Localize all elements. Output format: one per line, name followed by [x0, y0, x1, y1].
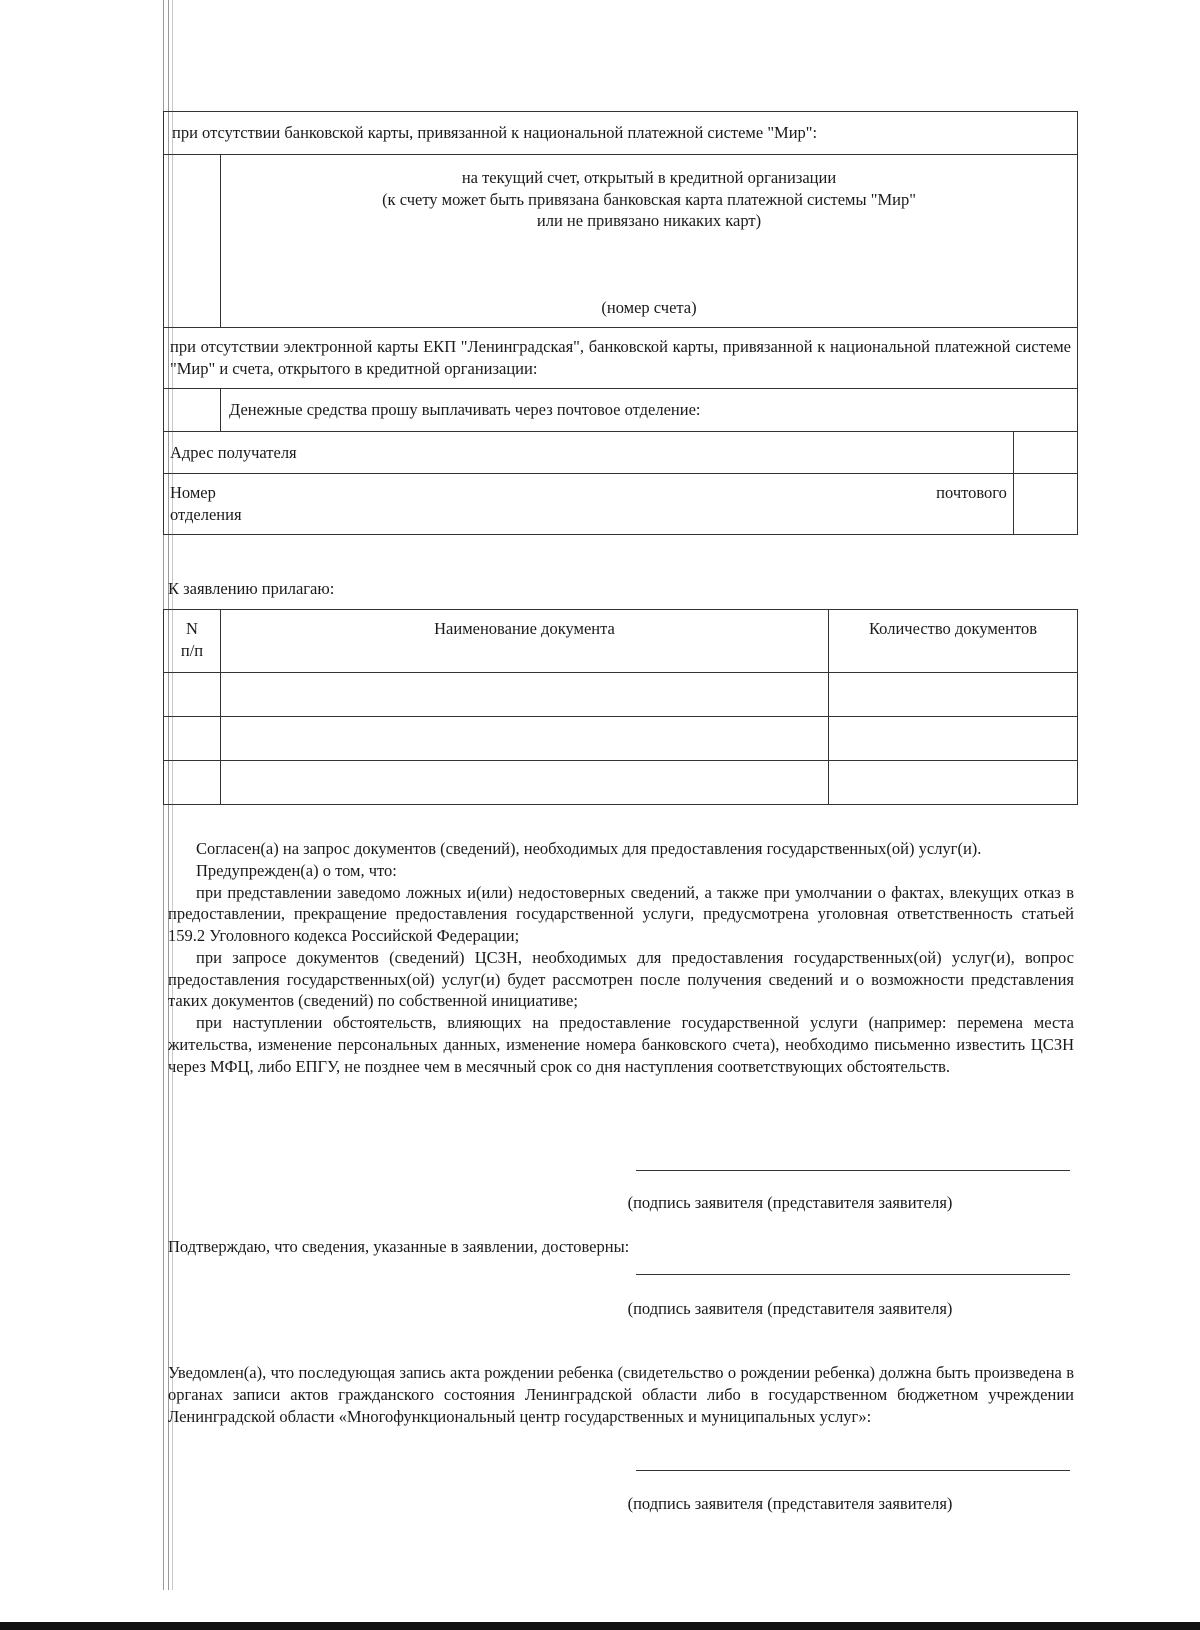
recipient-address-field[interactable]	[1013, 431, 1077, 474]
signature-line[interactable]	[636, 1170, 1070, 1171]
table-row	[164, 761, 1078, 805]
attachments-intro: К заявлению прилагаю:	[168, 579, 335, 598]
col-num-header-2: п/п	[180, 640, 204, 660]
row-count-cell[interactable]	[829, 761, 1078, 805]
col-name-header: Наименование документа	[221, 610, 829, 673]
confirm-text: Подтверждаю, что сведения, указанные в заявлении, достоверны:	[168, 1237, 630, 1256]
warning-circumstances: при наступлении обстоятельств, влияющих на предоставление государственной услуги (например: перемена места жительства, изменение персональных данных, изменение номера банковского счета), необходимо письменно известить ЦСЗН через МФЦ, либо ЕПГУ, не позднее чем в месячный срок со дня наступления соответствующих обстоятельств.	[168, 1013, 1074, 1076]
scan-edge	[0, 1622, 1200, 1630]
post-office-number-label-3: отделения	[170, 505, 242, 525]
table-row	[164, 717, 1078, 761]
row-num-cell[interactable]	[164, 717, 221, 761]
row-name-cell[interactable]	[221, 673, 829, 717]
row-count-cell[interactable]	[829, 717, 1078, 761]
consent-block	[168, 838, 1074, 1077]
signature-caption: (подпись заявителя (представителя заявителя)	[627, 1193, 953, 1212]
row-num-cell[interactable]	[164, 761, 221, 805]
birth-registration-notice: Уведомлен(а), что последующая запись акта рождении ребенка (свидетельство о рождении ребенка) должна быть произведена в органах записи актов гражданского состояния Ленинградской области либо в государственном бюджетном учреждении Ленинградской области «Многофункциональный центр государственных и муниципальных услуг»:	[168, 1363, 1074, 1426]
current-account-line-3: или не привязано никаких карт)	[536, 211, 762, 231]
current-account-cell	[221, 154, 1078, 327]
row-num-cell[interactable]	[164, 673, 221, 717]
consent-paragraph: Согласен(а) на запрос документов (сведений), необходимых для предоставления государственных(ой) услуг(и).	[196, 839, 982, 858]
warning-document-request: при запросе документов (сведений) ЦСЗН, необходимых для предоставления государственных(ой) услуг(и), вопрос предоставления государственных(ой) услуг(и) будет рассмотрен после получения сведений и о возможности представления таких документов (сведений) по собственной инициативе;	[168, 947, 1074, 1011]
current-account-line-2: (к счету может быть привязана банковская карта платежной системы "Мир"	[382, 189, 916, 209]
post-office-number-label	[164, 474, 1014, 535]
recipient-address-label: Адрес получателя	[164, 431, 1014, 474]
signature-line[interactable]	[636, 1274, 1070, 1275]
signature-line[interactable]	[636, 1470, 1070, 1471]
account-number-caption: (номер счета)	[601, 298, 697, 317]
attachments-table	[163, 609, 1078, 805]
post-office-number-label-2: почтового	[936, 483, 1007, 503]
col-num-header-1: N	[186, 619, 198, 638]
post-office-number-label-1: Номер	[170, 483, 216, 503]
no-mir-card-row: при отсутствии банковской карты, привязанной к национальной платежной системе "Мир":	[164, 112, 1078, 155]
current-account-checkbox[interactable]	[164, 154, 221, 327]
post-office-number-field[interactable]	[1013, 474, 1077, 535]
col-num-header	[164, 610, 221, 673]
table-row	[164, 673, 1078, 717]
current-account-line-1: на текущий счет, открытый в кредитной организации	[461, 167, 837, 187]
warning-intro: Предупрежден(а) о том, что:	[196, 860, 397, 880]
row-count-cell[interactable]	[829, 673, 1078, 717]
signature-caption: (подпись заявителя (представителя заявителя)	[627, 1299, 953, 1318]
row-name-cell[interactable]	[221, 717, 829, 761]
post-office-checkbox[interactable]	[164, 388, 221, 431]
post-office-option: Денежные средства прошу выплачивать через почтовое отделение:	[221, 388, 1078, 431]
row-name-cell[interactable]	[221, 761, 829, 805]
no-ekp-card-row: при отсутствии электронной карты ЕКП "Ленинградская", банковской карты, привязанной к национальной платежной системе "Мир" и счета, открытого в кредитной организации:	[164, 327, 1078, 388]
payment-method-table	[163, 111, 1078, 535]
signature-caption: (подпись заявителя (представителя заявителя)	[627, 1494, 953, 1513]
warning-false-info: при представлении заведомо ложных и(или) недостоверных сведений, а также при умолчании о фактах, влекущих отказ в предоставлении, прекращение предоставления государственной услуги, предусмотрена уголовная ответственность статьей 159.2 Уголовного кодекса Российской Федерации;	[168, 882, 1074, 946]
col-count-header: Количество документов	[829, 610, 1078, 673]
